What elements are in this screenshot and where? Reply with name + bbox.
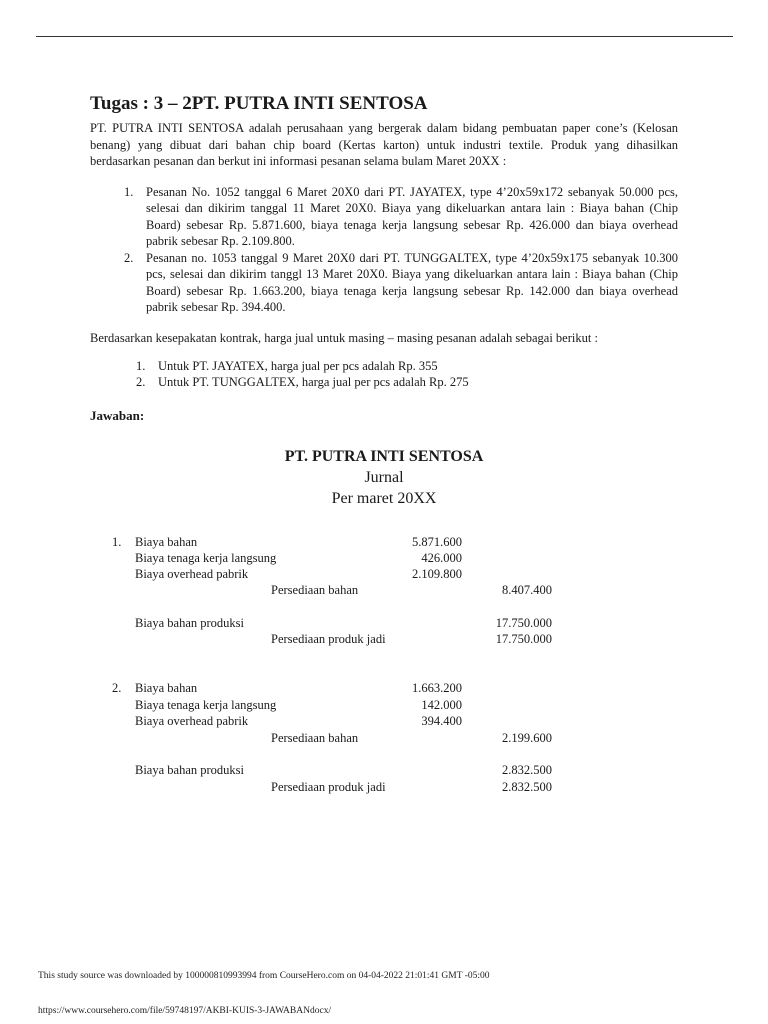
journal-debit: 1.663.200 xyxy=(412,681,462,695)
journal-account: Persediaan produk jadi xyxy=(271,632,386,646)
price-item xyxy=(90,358,678,374)
entry-number: 1. xyxy=(112,535,122,549)
journal-account: Biaya tenaga kerja langsung xyxy=(135,698,277,712)
journal-account: Biaya overhead pabrik xyxy=(135,567,249,581)
source-footer: This study source was downloaded by 100000810993994 from CourseHero.com on 04-04-2022 21:01:41 GMT -05:00 xyxy=(38,971,490,981)
journal-credit: 17.750.000 xyxy=(495,632,552,646)
answer-label: Jawaban: xyxy=(90,408,145,423)
order-item xyxy=(90,184,678,250)
document-title: Tugas : 3 – 2PT. PUTRA INTI SENTOSA xyxy=(90,93,428,114)
source-url[interactable]: https://www.coursehero.com/file/59748197/AKBI-KUIS-3-JAWABANdocx/ xyxy=(38,1006,332,1016)
journal-account: Biaya overhead pabrik xyxy=(135,714,249,728)
order-item xyxy=(90,250,678,316)
journal-credit: 17.750.000 xyxy=(495,616,552,630)
journal-title: Jurnal xyxy=(364,469,404,486)
journal-credit: 8.407.400 xyxy=(502,583,552,597)
journal-debit: 426.000 xyxy=(421,551,462,565)
price-number: 1. xyxy=(136,359,146,373)
order-number: 1. xyxy=(124,184,134,199)
journal-account: Biaya bahan xyxy=(135,535,198,549)
journal-credit: 2.832.500 xyxy=(502,780,552,794)
journal-account: Persediaan produk jadi xyxy=(271,780,386,794)
journal-account: Persediaan bahan xyxy=(271,583,359,597)
order-text: Pesanan No. 1052 tanggal 6 Maret 20X0 dari PT. JAYATEX, type 4’20x59x172 sebanyak 50.000 pcs, selesai dan dikirim tanggal 11 Maret 20X0. Biaya yang dikeluarkan antara lain : Biaya bahan (Chip Board) sebesar Rp. 5.871.600, biaya tenaga kerja langsung sebesar Rp. 426.000 dan biaya overhead pabrik sebesar Rp. 2.109.800. xyxy=(146,184,678,248)
price-number: 2. xyxy=(136,375,146,389)
order-number: 2. xyxy=(124,250,134,265)
journal-account: Biaya bahan produksi xyxy=(135,763,245,777)
document-body xyxy=(90,92,678,424)
journal-credit: 2.832.500 xyxy=(502,763,552,777)
price-text: Untuk PT. TUNGGALTEX, harga jual per pcs adalah Rp. 275 xyxy=(158,375,469,389)
journal-debit: 394.400 xyxy=(421,714,462,728)
order-text: Pesanan no. 1053 tanggal 9 Maret 20X0 dari PT. TUNGGALTEX, type 4’20x59x175 sebanyak 10.300 pcs, selesai dan dikirim tanggl 13 Maret 20X0. Biaya yang dikeluarkan antara lain : Biaya bahan (Chip Board) sebesar Rp. 1.663.200, biaya tenaga kerja langsung sebesar Rp. 142.000 dan biaya overhead pabrik sebesar Rp. 394.400. xyxy=(146,250,678,314)
prices-list xyxy=(90,358,678,390)
journal-company: PT. PUTRA INTI SENTOSA xyxy=(284,448,484,465)
top-divider xyxy=(36,36,733,37)
price-text: Untuk PT. JAYATEX, harga jual per pcs adalah Rp. 355 xyxy=(158,359,438,373)
journal-debit: 142.000 xyxy=(421,698,462,712)
intro-paragraph: PT. PUTRA INTI SENTOSA adalah perusahaan yang bergerak dalam bidang pembuatan paper cone’s (Kelosan benang) yang dibuat dari bahan chip board (Kertas karton) untuk industri textile. Produk yang dihasilkan berdasarkan pesanan dan berkut ini informasi pesanan selama bulam Maret 20XX : xyxy=(90,121,678,168)
journal-account: Biaya bahan produksi xyxy=(135,616,245,630)
journal-credit: 2.199.600 xyxy=(502,731,552,745)
entry-number: 2. xyxy=(112,681,122,695)
journal-debit: 2.109.800 xyxy=(412,567,462,581)
journal-period: Per maret 20XX xyxy=(331,490,437,507)
price-item xyxy=(90,374,678,390)
journal-account: Biaya tenaga kerja langsung xyxy=(135,551,277,565)
contract-paragraph: Berdasarkan kesepakatan kontrak, harga jual untuk masing – masing pesanan adalah sebagai berikut : xyxy=(90,330,598,345)
journal-account: Biaya bahan xyxy=(135,681,198,695)
orders-list xyxy=(90,184,678,316)
journal-account: Persediaan bahan xyxy=(271,731,359,745)
journal-debit: 5.871.600 xyxy=(412,535,462,549)
